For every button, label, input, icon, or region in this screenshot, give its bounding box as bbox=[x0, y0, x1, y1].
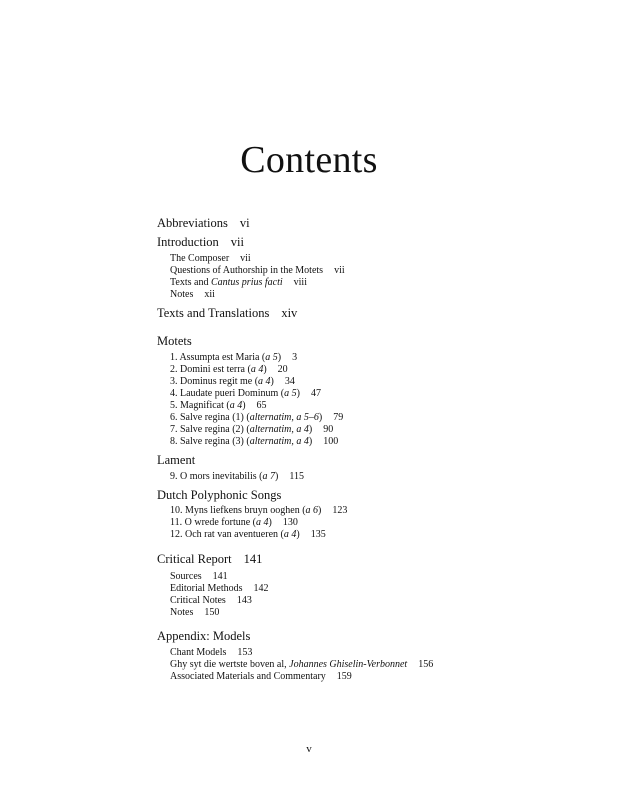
toc-entry-page: vi bbox=[239, 216, 250, 230]
toc-entry-page: 115 bbox=[289, 471, 304, 482]
toc-subentry[interactable] bbox=[170, 607, 219, 618]
section-heading-motets: Motets bbox=[157, 334, 192, 348]
toc-entry-label: 3. Dominus regit me ( bbox=[170, 376, 259, 387]
toc-entry-page: 135 bbox=[310, 529, 326, 540]
toc-entry-label-italic: Johannes Ghiselin-Verbonnet bbox=[289, 659, 408, 670]
toc-entry-label-italic: alternatim, a 4 bbox=[249, 436, 309, 447]
toc-subentry[interactable] bbox=[170, 659, 433, 670]
toc-entry-label: ) bbox=[263, 364, 267, 375]
toc-entry-label: ) bbox=[296, 529, 300, 540]
toc-subentry[interactable] bbox=[170, 352, 297, 363]
toc-subentry[interactable] bbox=[170, 647, 252, 658]
toc-subentry[interactable] bbox=[170, 277, 307, 288]
toc-entry-label: Critical Notes bbox=[170, 595, 226, 606]
toc-entry-page: 34 bbox=[284, 376, 295, 387]
toc-subentry[interactable] bbox=[170, 583, 269, 594]
toc-entry-label-italic: a 6 bbox=[305, 505, 319, 516]
section-heading-appendix: Appendix: Models bbox=[157, 629, 251, 643]
toc-subentry[interactable] bbox=[170, 289, 215, 300]
toc-subentry[interactable] bbox=[170, 253, 251, 264]
toc-entry-label: ) bbox=[308, 424, 313, 435]
page-title: Contents bbox=[240, 139, 378, 181]
toc-entry-label: ) bbox=[277, 352, 282, 363]
toc-entry-label: 1. Assumpta est Maria ( bbox=[170, 352, 266, 363]
toc-entry-label: 5. Magnificat ( bbox=[170, 400, 230, 411]
toc-entry-label: Notes bbox=[170, 289, 194, 300]
toc-entry-label: ) bbox=[268, 517, 272, 528]
toc-entry-label-italic: a 7 bbox=[262, 471, 275, 482]
toc-entry-page: xii bbox=[204, 289, 215, 300]
toc-entry-label-italic: a 5 bbox=[265, 352, 278, 363]
toc-entry-label-italic: a 5 bbox=[284, 388, 297, 399]
toc-subentry[interactable] bbox=[170, 471, 304, 482]
toc-subentry[interactable] bbox=[170, 265, 345, 276]
toc-entry-introduction[interactable] bbox=[157, 235, 244, 250]
toc-entry-label-italic: Cantus prius facti bbox=[210, 277, 283, 288]
toc-entry-page: 142 bbox=[253, 583, 269, 594]
toc-entry-label: ) bbox=[242, 400, 246, 411]
toc-entry-page: 156 bbox=[418, 659, 434, 670]
toc-entry-page: 153 bbox=[237, 647, 253, 658]
toc-entry-label: Texts and Translations bbox=[157, 306, 270, 320]
toc-subentry[interactable] bbox=[170, 424, 333, 435]
toc-entry-label: Notes bbox=[170, 607, 194, 618]
toc-entry-label-italic: a 4 bbox=[256, 517, 269, 528]
toc-entry-label: ) bbox=[308, 436, 313, 447]
toc-entry-texts[interactable] bbox=[157, 306, 297, 321]
toc-entry-page: vii bbox=[230, 235, 244, 249]
toc-subentry[interactable] bbox=[170, 505, 347, 516]
toc-entry-page: 79 bbox=[333, 412, 344, 423]
toc-entry-label: Texts and bbox=[170, 277, 211, 288]
toc-entry-page: 150 bbox=[204, 607, 220, 618]
toc-entry-page: 141 bbox=[243, 552, 263, 566]
toc-subentry[interactable] bbox=[170, 571, 228, 582]
section-heading-dutch: Dutch Polyphonic Songs bbox=[157, 488, 282, 502]
toc-entry-label-italic: alternatim, a 5–6 bbox=[249, 412, 319, 423]
toc-entry-label: Sources bbox=[170, 571, 202, 582]
toc-entry-page: 130 bbox=[282, 517, 298, 528]
toc-entry-label: ) bbox=[275, 471, 279, 482]
toc-entry-label: 8. Salve regina (3) ( bbox=[170, 436, 250, 447]
toc-entry-label: ) bbox=[318, 412, 323, 423]
toc-entry-label: The Composer bbox=[170, 253, 230, 264]
toc-entry-label: Introduction bbox=[157, 235, 219, 249]
toc-entry-page: 65 bbox=[256, 400, 267, 411]
toc-subentry[interactable] bbox=[170, 364, 288, 375]
toc-entry-page: 47 bbox=[310, 388, 321, 399]
toc-subentry[interactable] bbox=[170, 376, 295, 387]
toc-entry-label: Editorial Methods bbox=[170, 583, 243, 594]
toc-entry-page: 3 bbox=[292, 352, 298, 363]
toc-entry-page: viii bbox=[293, 277, 307, 288]
toc-entry-page: 20 bbox=[277, 364, 288, 375]
toc-entry-label: 6. Salve regina (1) ( bbox=[170, 412, 250, 423]
toc-subentry[interactable] bbox=[170, 400, 267, 411]
toc-entry-label: 12. Och rat van aventueren ( bbox=[170, 529, 284, 540]
toc-subentry[interactable] bbox=[170, 529, 326, 540]
toc-subentry[interactable] bbox=[170, 671, 352, 682]
toc-entry-label: 2. Domini est terra ( bbox=[170, 364, 251, 375]
toc-entry-page: vii bbox=[334, 265, 345, 276]
toc-subentry[interactable] bbox=[170, 436, 338, 447]
toc-entry-label: Critical Report bbox=[157, 552, 232, 566]
toc-entry-label-italic: alternatim, a 4 bbox=[249, 424, 309, 435]
toc-entry-label-italic: a 4 bbox=[258, 376, 271, 387]
toc-entry-label: Abbreviations bbox=[157, 216, 228, 230]
toc-entry-label: 11. O wrede fortune ( bbox=[170, 517, 256, 528]
toc-subentry[interactable] bbox=[170, 412, 343, 423]
toc-entry-label: Associated Materials and Commentary bbox=[170, 671, 326, 682]
toc-subentry[interactable] bbox=[170, 517, 298, 528]
toc-entry-label: 7. Salve regina (2) ( bbox=[170, 424, 250, 435]
toc-entry-page: 90 bbox=[323, 424, 334, 435]
toc-entry-label: Questions of Authorship in the Motets bbox=[170, 265, 324, 276]
toc-entry-page: 141 bbox=[212, 571, 228, 582]
toc-entry-label: ) bbox=[318, 505, 322, 516]
toc-entry-label: 9. O mors inevitabilis ( bbox=[170, 471, 263, 482]
toc-entry-page: 100 bbox=[323, 436, 339, 447]
toc-entry-label: Ghy syt die wertste boven al, bbox=[170, 659, 290, 670]
page-number: v bbox=[306, 743, 312, 755]
toc-entry-label: ) bbox=[270, 376, 274, 387]
toc-entry-label-italic: a 4 bbox=[250, 364, 264, 375]
toc-entry-label: ) bbox=[296, 388, 300, 399]
toc-entry-page: 143 bbox=[236, 595, 252, 606]
toc-entry-abbreviations[interactable] bbox=[157, 216, 250, 231]
toc-entry-page: xiv bbox=[281, 306, 298, 320]
toc-entry-label: Chant Models bbox=[170, 647, 227, 658]
toc-entry-page: vii bbox=[240, 253, 251, 264]
toc-subentry[interactable] bbox=[170, 388, 321, 399]
toc-entry-label: 10. Myns liefkens bruyn ooghen ( bbox=[170, 505, 306, 516]
toc-entry-critical-report[interactable] bbox=[157, 552, 262, 567]
toc-subentry[interactable] bbox=[170, 595, 252, 606]
toc-entry-label-italic: a 4 bbox=[283, 529, 297, 540]
toc-entry-page: 159 bbox=[336, 671, 352, 682]
section-heading-lament: Lament bbox=[157, 453, 196, 467]
toc-entry-page: 123 bbox=[332, 505, 348, 516]
toc-entry-label-italic: a 4 bbox=[229, 400, 243, 411]
toc-entry-label: 4. Laudate pueri Dominum ( bbox=[170, 388, 285, 399]
